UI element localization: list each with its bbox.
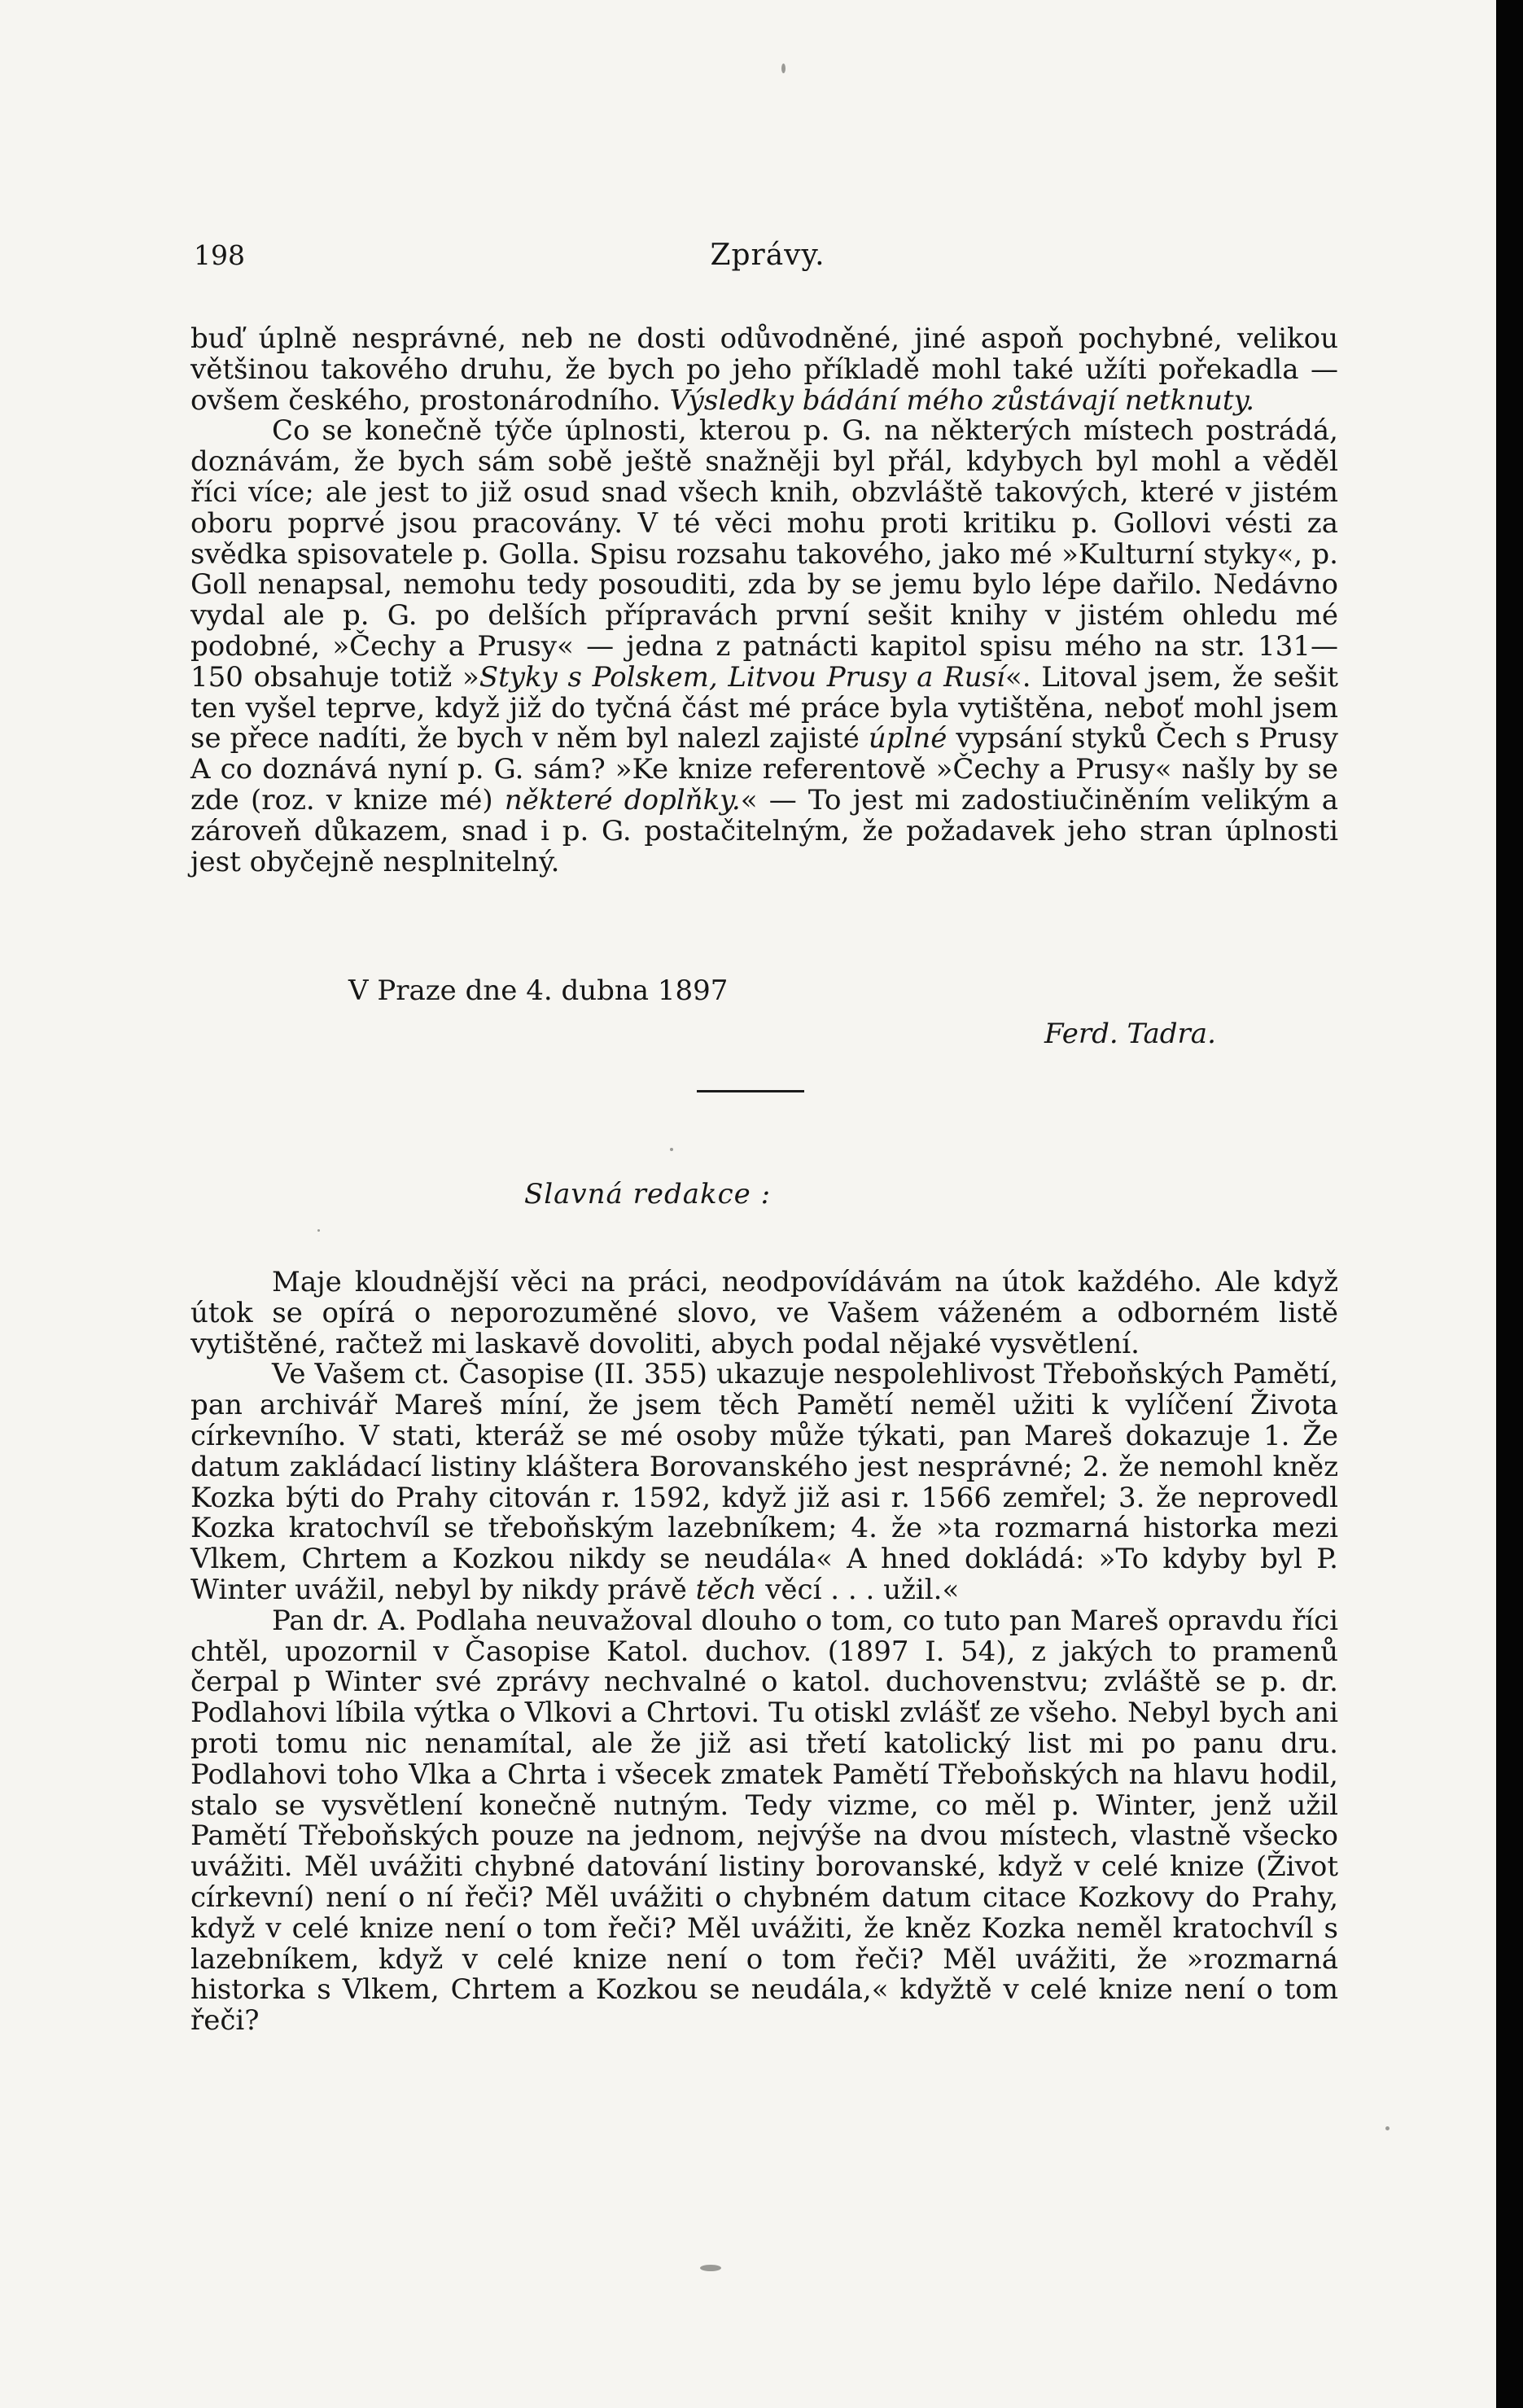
scan-speck [317, 1229, 320, 1232]
emphasis-those: těch [695, 1573, 757, 1606]
emphasis-supplements: některé doplňky. [504, 783, 741, 817]
dateline: V Praze dne 4. dubna 1897 [348, 974, 729, 1007]
letter-tadra-body [190, 324, 1338, 878]
page-number: 198 [194, 239, 245, 271]
cited-title: Styky s Polskem, Litvou Prusy a Rusí [479, 660, 1005, 694]
scan-border [1496, 0, 1523, 2408]
signature: Ferd. Tadra. [1044, 1018, 1216, 1050]
paragraph-reply: Pan dr. A. Podlaha neuvažoval dlouho o tom, co tuto pan Mareš opravdu říci chtěl, upozornil v Časopise Katol. duchov. (1897 I. 54), z jakých to pramenů čerpal p Winter své zprávy nechvalné o katol. duchovenstvu; zvláště se p. dr. Podlahovi líbila výtka o Vlkovi a Chrtovi. Tu otiskl zvlášť ze všeho. Nebyl bych ani proti tomu nic nenamítal, ale že již asi třetí katolický list mi po panu dru. Podlahovi toho Vlka a Chrta i všecek zmatek Pamětí Třeboňských na hlavu hodil, stalo se vysvětlení konečně nutným. Tedy vizme, co měl p. Winter, jenž užil Pamětí Třeboňských pouze na jednom, nejvýše na dvou místech, vlastně všecko uvážiti. Měl uvážiti chybné datování listiny borovanské, když v celé knize (Život církevní) není o ní řeči? Měl uvážiti o chybném datum citace Kozkovy do Prahy, když v celé knize není o tom řeči? Měl uvážiti, že kněz Kozka neměl kratochvíl s lazebníkem, když v celé knize není o tom řeči? Měl uvážiti, že »rozmarná historka s Vlkem, Chrtem a Kozkou se neudála,« kdyžtě v celé knize není o tom řeči? [190, 1604, 1338, 2038]
scan-speck [781, 63, 786, 73]
scan-speck [700, 2265, 721, 2271]
emphasis-complete: úplné [868, 722, 947, 755]
letter-winter-body [190, 1267, 1338, 2037]
page-header [194, 238, 1341, 278]
paragraph-points: Ve Vašem ct. Časopise (II. 355) ukazuje nespolehlivost Třeboňských Pamětí, pan archivář Mareš míní, že jsem těch Pamětí neměl užiti k vylíčení Života církevního. V stati, kteráž se mé osoby může týkati, pan Mareš dokazuje 1. Že datum zakládací listiny kláštera Borovanského jest nesprávné; 2. že nemohl kněz Kozka býti do Prahy citován r. 1592, když již asi r. 1566 zemřel; 3. že neprovedl Kozka kratochvíl se třeboňským lazebníkem; 4. že »ta rozmarná historka mezi Vlkem, Chrtem a Kozkou nikdy se neudála« A hned dokládá: »To kdyby byl P. Winter uvážil, nebyl by nikdy právě těch věcí . . . užil.« [190, 1358, 1338, 1606]
paragraph-continuation: buď úplně nesprávné, neb ne dosti odůvodněné, jiné aspoň pochybné, velikou většinou takového druhu, že bych po jeho příkladě mohl také užíti pořekadla — ovšem českého, prostonárodního. Výsledky bádání mého zůstávají netknuty. [190, 322, 1338, 417]
scan-speck [670, 1148, 673, 1151]
salutation: Slavná redakce : [524, 1178, 772, 1211]
section-divider [697, 1090, 804, 1092]
paragraph-intro: Maje kloudnější věci na práci, neodpovídávám na útok každého. Ale když útok se opírá o neporozuměné slovo, ve Vašem váženém a odborném listě vytištěné, račtež mi laskavě dovoliti, abych podal nějaké vysvětlení. [190, 1266, 1338, 1360]
scan-speck [1385, 2126, 1390, 2130]
emphasis-results: Výsledky bádání mého zůstávají netknuty. [669, 383, 1255, 417]
paragraph-completeness: Co se konečně týče úplnosti, kterou p. G. na některých místech postrádá, doznávám, že bych sám sobě ještě snažněji byl přál, kdybych byl mohl a věděl říci více; ale jest to již osud snad všech knih, obzvláště takových, které v jistém oboru poprvé jsou pracovány. V té věci mohu proti kritiku p. Gollovi vésti za svědka spisovatele p. Golla. Spisu rozsahu takového, jako mé »Kulturní styky«, p. Goll nenapsal, nemohu tedy posouditi, zda by se jemu bylo lépe dařilo. Nedávno vydal ale p. G. po delších přípravách první sešit knihy v jistém ohledu mé podobné, »Čechy a Prusy« — jedna z patnácti kapitol spisu mého na str. 131—150 obsahuje totiž »Styky s Polskem, Litvou Prusy a Rusí«. Litoval jsem, že sešit ten vyšel teprve, když již do tyčná část mé práce byla vytištěna, neboť mohl jsem se přece nadíti, že bych v něm byl nalezl zajisté úplné vypsání styků Čech s Prusy A co doznává nyní p. G. sám? »Ke knize referentově »Čechy a Prusy« našly by se zde (roz. v knize mé) některé doplňky.« — To jest mi zadostiučiněním velikým a zároveň důkazem, snad i p. G. postačitelným, že požadavek jeho stran úplnosti jest obyčejně nesplnitelný. [190, 414, 1339, 878]
running-title: Zprávy. [710, 239, 825, 272]
